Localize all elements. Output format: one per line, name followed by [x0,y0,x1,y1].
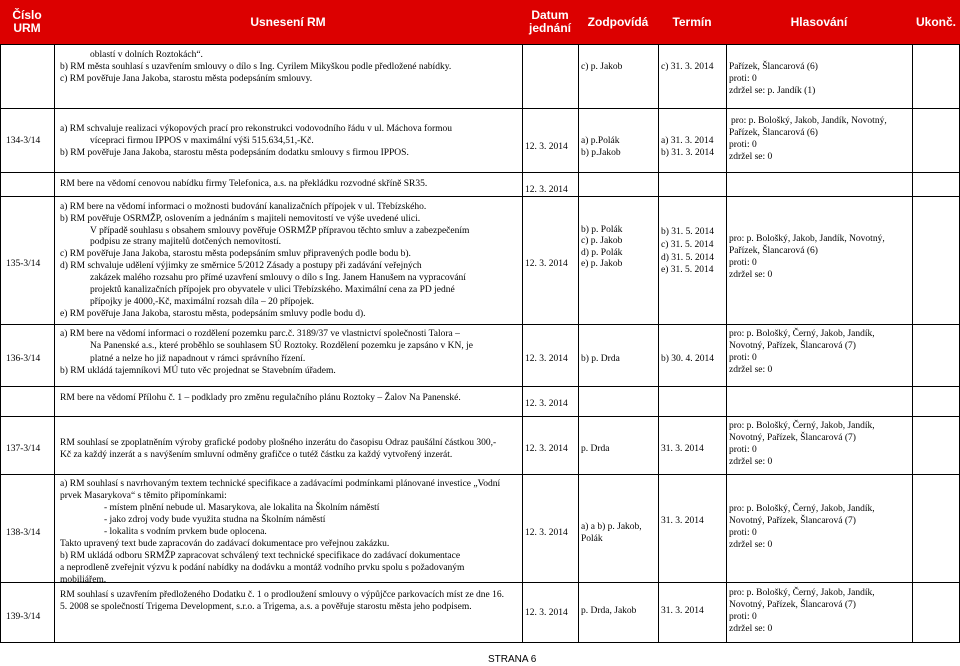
vote: Pařízek, Šlancarová (6) [729,128,818,138]
vote: zdržel se: 0 [729,270,773,280]
resolution-text: Kč za každý inzerát a s navýšením smluvní odměny grafičce o tutéž částku za každý vytvořený inzerát. [60,450,453,460]
resolution-text: RM bere na vědomí Přílohu č. 1 – podklady pro změnu regulačního plánu Roztoky – Žalov Na Panenské. [60,393,461,403]
resolution-text: RM bere na vědomí cenovou nabídku firmy Telefonica, a.s. na překládku rozvodné skříně SR35. [60,179,428,189]
row-divider [0,172,960,173]
responsible: p. Drda, Jakob [581,606,637,616]
row-divider [0,582,960,583]
resolution-text: a neprodleně zveřejnit výzvu k podání nabídky na dodávku a montáž vodního prvku spolu s požadovaným [60,563,465,573]
vote: zdržel se: 0 [729,540,773,550]
resolution-text: b) RM pověřuje OSRMŽP, oslovením a jednáním s majiteli nemovitostí ve výše uvedené ulici. [60,214,421,224]
meeting-date: 12. 3. 2014 [525,608,568,618]
vote: Novotný, Pařízek, Šlancarová (7) [729,516,856,526]
table-header [0,0,960,44]
resolution-text: - jako zdroj vody bude využita studna na Školním náměstí [104,515,326,525]
responsible: b) p.Jakob [581,148,621,158]
vote: zdržel se: 0 [729,457,773,467]
column-divider [726,44,727,642]
meeting-date: 12. 3. 2014 [525,185,568,195]
header-zodpovida: Zodpovídá [587,14,649,29]
meeting-date: 12. 3. 2014 [525,444,568,454]
responsible: c) p. Jakob [581,62,623,72]
resolution-text: oblastí v dolních Roztokách“. [90,50,203,60]
resolution-text: RM souhlasí s uzavřením předloženého Dodatku č. 1 o prodloužení smlouvy o výpůjčce parkovacích míst ze dne 16. [60,590,505,600]
deadline: 31. 3. 2014 [661,444,704,454]
vote: Novotný, Pařízek, Šlancarová (7) [729,600,856,610]
column-divider [522,44,523,642]
resolution-text: 5. 2008 se společností Trigema Development, s.r.o. a Trigema, a.s. a pověřuje starostu města jeho podpisem. [60,602,472,612]
vote: proti: 0 [729,140,757,150]
header-usneseni: Usnesení RM [250,14,326,29]
resolution-text: projektů kanalizačních přípojek pro obyvatele v ulici Třebízského. Maximální cena za PD jedné [90,285,455,295]
page-number: STRANA 6 [488,654,537,665]
resolution-number: 138-3/14 [6,528,41,538]
resolution-text: e) RM pověřuje Jana Jakoba, starostu města, podepsáním smluvy podle bodu d). [60,309,366,319]
meeting-date: 12. 3. 2014 [525,354,568,364]
resolution-text: a) RM schvaluje realizaci výkopových prací pro rekonstrukci vodovodního řádu v ul. Máchova formou [60,124,453,134]
vote: proti: 0 [729,612,757,622]
responsible: a) a b) p. Jakob, [581,522,642,532]
resolution-text: b) RM pověřuje Jana Jakoba, starostu města podepsáním dodatku smlouvy s firmou IPPOS. [60,148,409,158]
resolution-text: přípojky je 4000,-Kč, maximální rozsah díla – 20 přípojek. [90,297,314,307]
resolution-text: RM souhlasí se zpoplatněním výroby grafické podoby plošného inzerátu do časopisu Odraz paušální částkou 300,- [60,438,497,448]
resolution-number: 134-3/14 [6,136,41,146]
deadline: 31. 3. 2014 [661,516,704,526]
responsible: b) p. Polák [581,225,623,235]
row-divider [0,474,960,475]
deadline: c) 31. 3. 2014 [661,62,714,72]
column-divider [54,44,55,642]
row-divider [0,324,960,325]
resolution-text: Takto upravený text bude zapracován do zadávací dokumentace pro veřejnou zakázku. [60,539,390,549]
resolution-text: d) RM schvaluje udělení výjimky ze směrnice 5/2012 Zásady a postupy při zadávání veřejných [60,261,422,271]
vote: proti: 0 [729,528,757,538]
resolution-text: - lokalita s vodním prvkem bude oplocena. [104,527,267,537]
responsible: p. Drda [581,444,610,454]
resolution-number: 137-3/14 [6,444,41,454]
responsible: a) p.Polák [581,136,620,146]
resolution-text: b) RM ukládá odboru SRMŽP zapracovat schválený text technické specifikace do zadávací dokumentace [60,551,461,561]
vote: Pařízek, Šlancarová (6) [729,62,818,72]
row-divider [0,386,960,387]
vote: pro: p. Bološký, Jakob, Jandík, Novotný, [731,116,887,126]
responsible: d) p. Polák [581,248,623,258]
vote: proti: 0 [729,445,757,455]
vote: pro: p. Bološký, Černý, Jakob, Jandík, [729,329,875,339]
meeting-date: 12. 3. 2014 [525,399,568,409]
resolution-text: mobiliářem. [60,575,107,585]
row-divider [0,416,960,417]
resolution-text: zakázek malého rozsahu pro přímé uzavření smlouvy o dílo s Ing. Janem Hanušem na vypracování [90,273,466,283]
header-ukonc: Ukonč. [915,14,956,29]
resolution-text: c) RM pověřuje Jana Jakoba, starostu města podepsáním smluv připravených podle bodu b). [60,249,411,259]
vote: Novotný, Pařízek, Šlancarová (7) [729,433,856,443]
row-divider [0,44,960,45]
resolution-text: podpisu ze strany majitelů dotčených nemovitostí. [90,237,282,247]
resolution-text: - místem plnění nebude ul. Masarykova, ale lokalita na Školním náměstí [104,503,380,513]
deadline: d) 31. 5. 2014 [661,253,715,263]
responsible: c) p. Jakob [581,236,623,246]
vote: Novotný, Pařízek, Šlancarová (7) [729,341,856,351]
header-cislo: Číslo URM [12,8,42,35]
resolution-text: Na Panenské a.s., které proběhlo se souhlasem SÚ Roztoky. Rozdělení pozemku je zapsáno v KN, je [90,341,473,351]
responsible: b) p. Drda [581,354,620,364]
resolution-text: prvek Masarykova“ s těmito připomínkami: [60,491,227,501]
responsible: Polák [581,534,603,544]
row-divider [0,642,960,643]
header-termin: Termín [672,14,712,29]
vote: pro: p. Bološký, Jakob, Jandík, Novotný, [729,234,885,244]
vote: proti: 0 [729,74,757,84]
resolution-text: a) RM souhlasí s navrhovaným textem technické specifikace a zadávacími podmínkami plánované investice „Vodní [60,479,501,489]
resolution-number: 135-3/14 [6,259,41,269]
deadline: c) 31. 5. 2014 [661,240,714,250]
column-divider [658,44,659,642]
vote: pro: p. Bološký, Černý, Jakob, Jandík, [729,588,875,598]
vote: pro: p. Bološký, Černý, Jakob, Jandík, [729,421,875,431]
deadline: b) 31. 5. 2014 [661,227,715,237]
resolution-text: b) RM města souhlasí s uzavřením smlouvy o dílo s Ing. Cyrilem Mikyškou podle předložené nabídky. [60,62,452,72]
column-divider [0,44,1,642]
resolution-number: 136-3/14 [6,354,41,364]
resolution-number: 139-3/14 [6,612,41,622]
resolution-text: a) RM bere na vědomí informaci o možnosti budování kanalizačních přípojek v ul. Třebízského. [60,202,427,212]
row-divider [0,196,960,197]
resolution-text: b) RM ukládá tajemníkovi MÚ tuto věc projednat se Stavebním úřadem. [60,366,336,376]
vote: proti: 0 [729,353,757,363]
deadline: e) 31. 5. 2014 [661,265,714,275]
resolution-text: vícepraci firmou IPPOS v maximální výši 515.634,51,-Kč. [90,136,314,146]
deadline: b) 31. 3. 2014 [661,148,715,158]
meeting-date: 12. 3. 2014 [525,259,568,269]
vote: proti: 0 [729,258,757,268]
deadline: 31. 3. 2014 [661,606,704,616]
vote: zdržel se: 0 [729,152,773,162]
resolution-text: a) RM bere na vědomí informaci o rozdělení pozemku parc.č. 3189/37 ve vlastnictví společnosti Talora – [60,329,460,339]
vote: zdržel se: p. Jandík (1) [729,86,816,96]
header-datum: Datum jednání [528,8,571,35]
row-divider [0,108,960,109]
resolution-text: V případě souhlasu s obsahem smlouvy pověřuje OSRMŽP přípravou těchto smluv a zabezpečením [90,226,470,236]
header-hlasovani: Hlasování [790,14,848,29]
deadline: a) 31. 3. 2014 [661,136,714,146]
vote: pro: p. Bološký, Černý, Jakob, Jandík, [729,504,875,514]
responsible: e) p. Jakob [581,259,623,269]
meeting-date: 12. 3. 2014 [525,528,568,538]
vote: zdržel se: 0 [729,624,773,634]
column-divider [912,44,913,642]
deadline: b) 30. 4. 2014 [661,354,715,364]
resolution-text: platné a nelze ho již napadnout v rámci správního řízení. [90,354,306,364]
vote: Pařízek, Šlancarová (6) [729,246,818,256]
resolution-text: c) RM pověřuje Jana Jakoba, starostu města podepsáním smlouvy. [60,74,313,84]
vote: zdržel se: 0 [729,365,773,375]
column-divider [578,44,579,642]
meeting-date: 12. 3. 2014 [525,142,568,152]
